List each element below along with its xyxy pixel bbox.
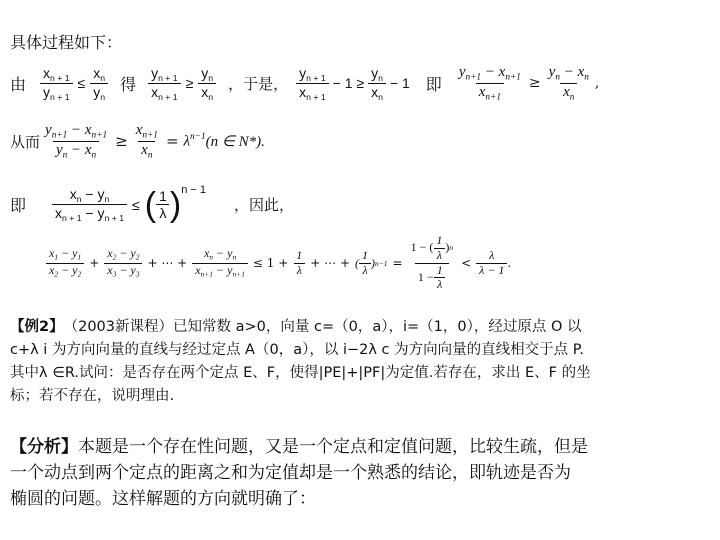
analysis-line-3: 椭圆的问题。这样解题的方向就明确了： [10, 489, 316, 509]
analysis-block [10, 434, 715, 512]
example-line-1: 已知常数 a>0，向量 c=（0，a），i=（1，0），经过原点 O 以 [173, 319, 582, 335]
formula-line-1: 由 $\frac{x_{n + 1}}{y_{n + 1}}$ ≤ $\frac{x_n}{y_n}$ 得 $\frac{y_{n + 1}}{x_{n + 1}}$ ≥ $\frac{y_n}{x_n}$ ，于是， $\frac{y_{n + 1}}{x_{n + 1}}$ − 1 ≥ $\frac{y_n}{x_n}$ − 1 即 $\frac{y_{n+1} - x_{n+1}}{x_{n+1}}$ ≥ $\frac{y_n - x_n}{x_n}$ , [10, 64, 600, 103]
fraction: $\frac{y_{n+1} - x_{n+1}}{x_{n+1}}$ [458, 64, 521, 103]
word-you: 由 [10, 74, 27, 94]
formula-line-2: 从而 $\frac{y_{n+1} - x_{n+1}}{y_n - x_n}$ ≥ $\frac{x_{n+1}}{x_n}$ = $\lambda^{n-1}$ (n ∈ N*). [10, 122, 265, 161]
example-line-2: c+λ i 为方向向量的直线与经过定点 A（0，a），以 i−2λ c 为方向向量的直线相交于点 P. [10, 342, 584, 358]
condition: (n ∈ N*). [205, 133, 265, 150]
formula-line-4: $\frac{x_1 - y_1}{x_2 - y_2}$ + $\frac{x_2 - y_2}{x_3 - y_3}$ + ⋯ + $\frac{x_n - y_n}{x_{n+1} - y_{n+1}}$ ≤ 1 + $\frac{1}{\lambda}$ + ⋯ + ( $\frac{1}{\lambda}$ ) n−1 = 1 − ( $\frac{1}{\lambda}$ ) n 1 − $\frac{1}{\lambda}$ < $\frac{\lambda}{\lambda - 1}$ . [46, 234, 511, 292]
example-label: 【例2】 [10, 319, 64, 335]
word-yushi: ，于是， [228, 74, 289, 93]
fraction: $\frac{1}{\lambda}$ [293, 249, 305, 278]
fraction: $\frac{x_n}{y_n}$ [90, 65, 108, 102]
fraction: $\frac{x_{n + 1}}{y_{n + 1}}$ [40, 65, 73, 102]
word-ji: 即 [10, 196, 27, 216]
comma: , [594, 75, 600, 92]
example-line-3: 其中λ ∈R.试问：是否存在两个定点 E、F，使得|PE|+|PF|为定值.若存在，求出 E、F 的坐 [10, 365, 591, 381]
fraction: $\frac{y_n - x_n}{x_n}$ [548, 64, 589, 103]
fraction: 1 − ( $\frac{1}{\lambda}$ ) n 1 − $\frac{1}{\lambda}$ [410, 233, 454, 292]
fraction: $\frac{\lambda}{\lambda - 1}$ [476, 249, 507, 278]
word-yinci: ，因此， [233, 196, 294, 215]
fraction: $\frac{y_{n + 1}}{x_{n + 1}}$ [148, 65, 181, 102]
example-source: （2003新课程） [63, 319, 173, 335]
fraction: $\frac{x_1 - y_1}{x_2 - y_2}$ [46, 247, 84, 278]
fraction: $\frac{y_n}{x_n}$ [368, 65, 386, 102]
fraction: $\frac{x_n - y_n}{x_{n + 1} - y_{n + 1}}$ [52, 186, 127, 223]
intro-text: 具体过程如下： [10, 33, 123, 52]
example-line-4: 标；若不存在，说明理由. [10, 388, 175, 404]
fraction: $\frac{x_n - y_n}{x_{n+1} - y_{n+1}}$ [192, 247, 248, 278]
analysis-line-2: 一个动点到两个定点的距离之和为定值却是一个熟悉的结论，即轨迹是否为 [10, 463, 571, 483]
analysis-line-1: 本题是一个存在性问题，又是一个定点和定值问题，比较生疏，但是 [78, 437, 588, 457]
fraction: $\frac{1}{\lambda}$ [359, 249, 371, 278]
fraction: $\frac{y_{n + 1}}{x_{n + 1}}$ [296, 65, 329, 102]
fraction: $\frac{y_n}{x_n}$ [198, 65, 216, 102]
fraction: $\frac{x_2 - y_2}{x_3 - y_3}$ [104, 247, 142, 278]
word-congeer: 从而 [10, 132, 41, 151]
fraction: $\frac{y_{n+1} - x_{n+1}}{y_n - x_n}$ [45, 122, 108, 161]
example-block [10, 316, 715, 408]
formula-line-3: 即 $\frac{x_n - y_n}{x_{n + 1} - y_{n + 1}}$ ≤ ( $\frac{1}{\lambda}$ ) n − 1 ，因此， [10, 184, 294, 224]
word-de: 得 [120, 74, 137, 94]
word-ji: 即 [425, 74, 442, 94]
analysis-label: 【分析】 [10, 437, 78, 457]
fraction: $\frac{x_{n+1}}{x_n}$ [135, 122, 158, 161]
fraction: $\frac{1}{\lambda}$ [156, 188, 170, 221]
